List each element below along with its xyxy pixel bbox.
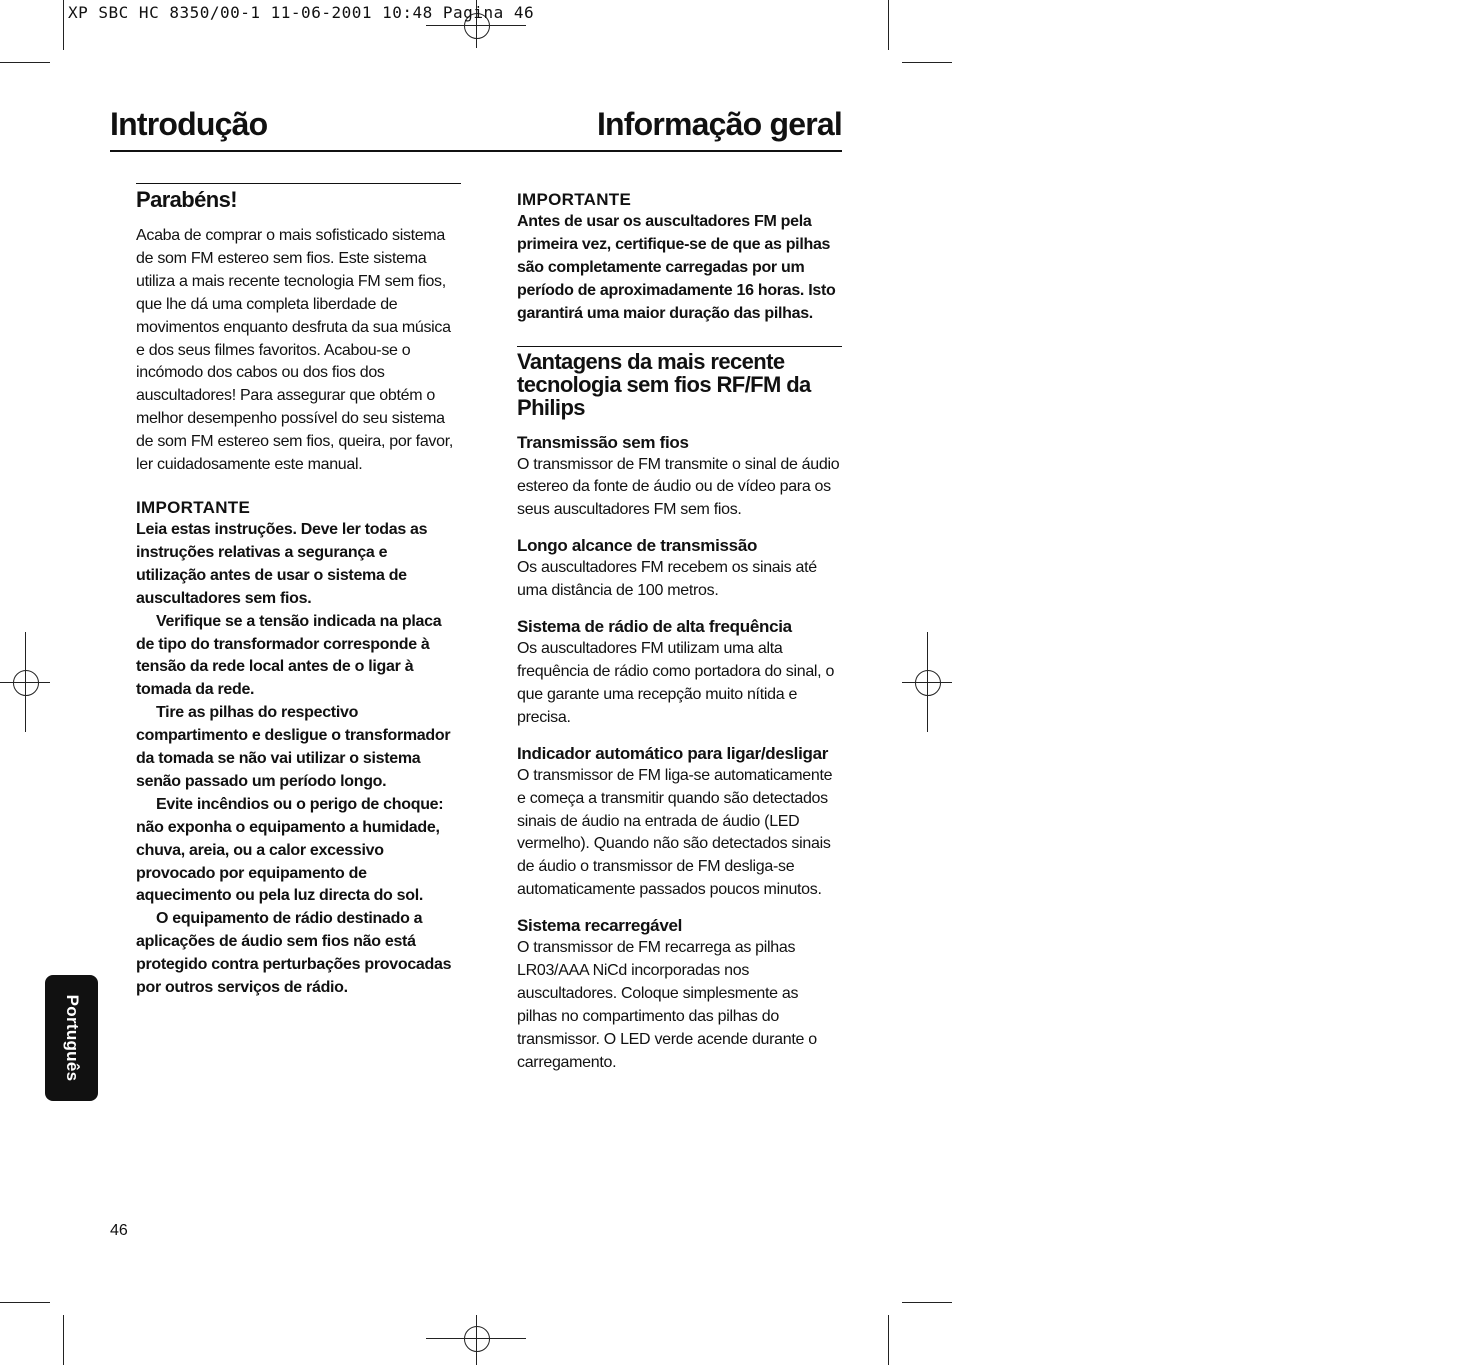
- crop-mark: [0, 1302, 50, 1303]
- section-rule: [517, 346, 842, 419]
- important-paragraph: O equipamento de rádio destinado a aplicações de áudio sem fios não está protegido contra perturbações provocadas por outros serviços de rádio.: [136, 910, 452, 997]
- section-rule: [136, 183, 461, 213]
- feature-text: O transmissor de FM liga-se automaticamente e começa a transmitir quando são detectados sinais de áudio na entrada de áudio (LED vermelho). Quando não são detectados sinais de áudio o transmissor de FM desliga-se automaticamente passados poucos minutos.: [517, 766, 833, 899]
- important-label: IMPORTANTE: [136, 497, 251, 517]
- congrats-heading: Parabéns!: [136, 187, 237, 212]
- section-title-right: Informação geral: [596, 106, 842, 142]
- feature-heading: Longo alcance de transmissão: [517, 536, 758, 556]
- important-paragraph: Evite incêndios ou o perigo de choque: não exponha o equipamento a humidade, chuva, areia, ou a calor excessivo provocado por equipamento de aquecimento ou pela luz directa do sol.: [136, 795, 444, 905]
- feature-heading: Indicador automático para ligar/desligar: [517, 743, 829, 763]
- right-column: [517, 183, 842, 1075]
- crop-mark: [888, 1315, 889, 1365]
- feature-text: O transmissor de FM transmite o sinal de áudio estereo da fonte de áudio ou de vídeo para os seus auscultadores FM sem fios.: [517, 455, 840, 519]
- feature-text: O transmissor de FM recarrega as pilhas LR03/AAA NiCd incorporadas nos auscultadores. Coloque simplesmente as pilhas no compartimento das pilhas do transmissor. O LED verde acende durante o carregamento.: [517, 939, 817, 1071]
- intro-paragraph: Acaba de comprar o mais sofisticado sistema de som FM estereo sem fios. Este sistema utiliza a mais recente tecnologia FM sem fios, que lhe dá uma completa liberdade de movimentos enquanto desfruta da sua música e dos seus filmes favoritos. Acabou-se o incómodo dos cabos ou dos fios dos auscultadores! Para assegurar que obtém o melhor desempenho possível do seu sistema de som FM estereo sem fios, queira, por favor, ler cuidadosamente este manual.: [136, 227, 454, 474]
- important-paragraph: Verifique se a tensão indicada na placa de tipo do transformador corresponde à tensão da rede local antes de o ligar à tomada da rede.: [136, 612, 442, 699]
- header-rule: [110, 150, 842, 152]
- crop-mark: [902, 62, 952, 63]
- important-paragraph: Tire as pilhas do respectivo compartimento e desligue o transformador da tomada se não vai utilizar o sistema senão passado um período longo.: [136, 704, 451, 790]
- advantages-heading: Vantagens da mais recente tecnologia sem fios RF/FM da Philips: [517, 348, 811, 420]
- left-column: [136, 183, 461, 1000]
- page-number: 46: [110, 1222, 128, 1239]
- important-paragraph: Antes de usar os auscultadores FM pela primeira vez, certifique-se de que as pilhas são completamente carregadas por um período de aproximadamente 16 horas. Isto garantirá uma maior duração das pilhas.: [517, 213, 836, 322]
- crop-mark: [0, 62, 50, 63]
- language-tab: [45, 975, 98, 1101]
- language-tab-label: Português: [62, 994, 82, 1082]
- crop-mark: [63, 0, 64, 50]
- print-header: XP SBC HC 8350/00-1 11-06-2001 10:48 Pagina 46: [68, 3, 535, 22]
- crop-mark: [888, 0, 889, 50]
- feature-text: Os auscultadores FM recebem os sinais até uma distância de 100 metros.: [517, 559, 817, 600]
- feature-text: Os auscultadores FM utilizam uma alta frequência de rádio como portadora do sinal, o que garante uma recepção muito nítida e precisa.: [517, 640, 835, 726]
- important-label: IMPORTANTE: [517, 190, 632, 209]
- feature-heading: Sistema de rádio de alta frequência: [517, 617, 792, 637]
- crop-mark: [902, 1302, 952, 1303]
- feature-heading: Transmissão sem fios: [517, 432, 689, 452]
- feature-heading: Sistema recarregável: [517, 916, 683, 936]
- crop-mark: [63, 1315, 64, 1365]
- important-paragraph: Leia estas instruções. Deve ler todas as instruções relativas a segurança e utilização antes de usar o sistema de auscultadores sem fios.: [136, 520, 428, 607]
- section-title-left: Introdução: [110, 106, 268, 142]
